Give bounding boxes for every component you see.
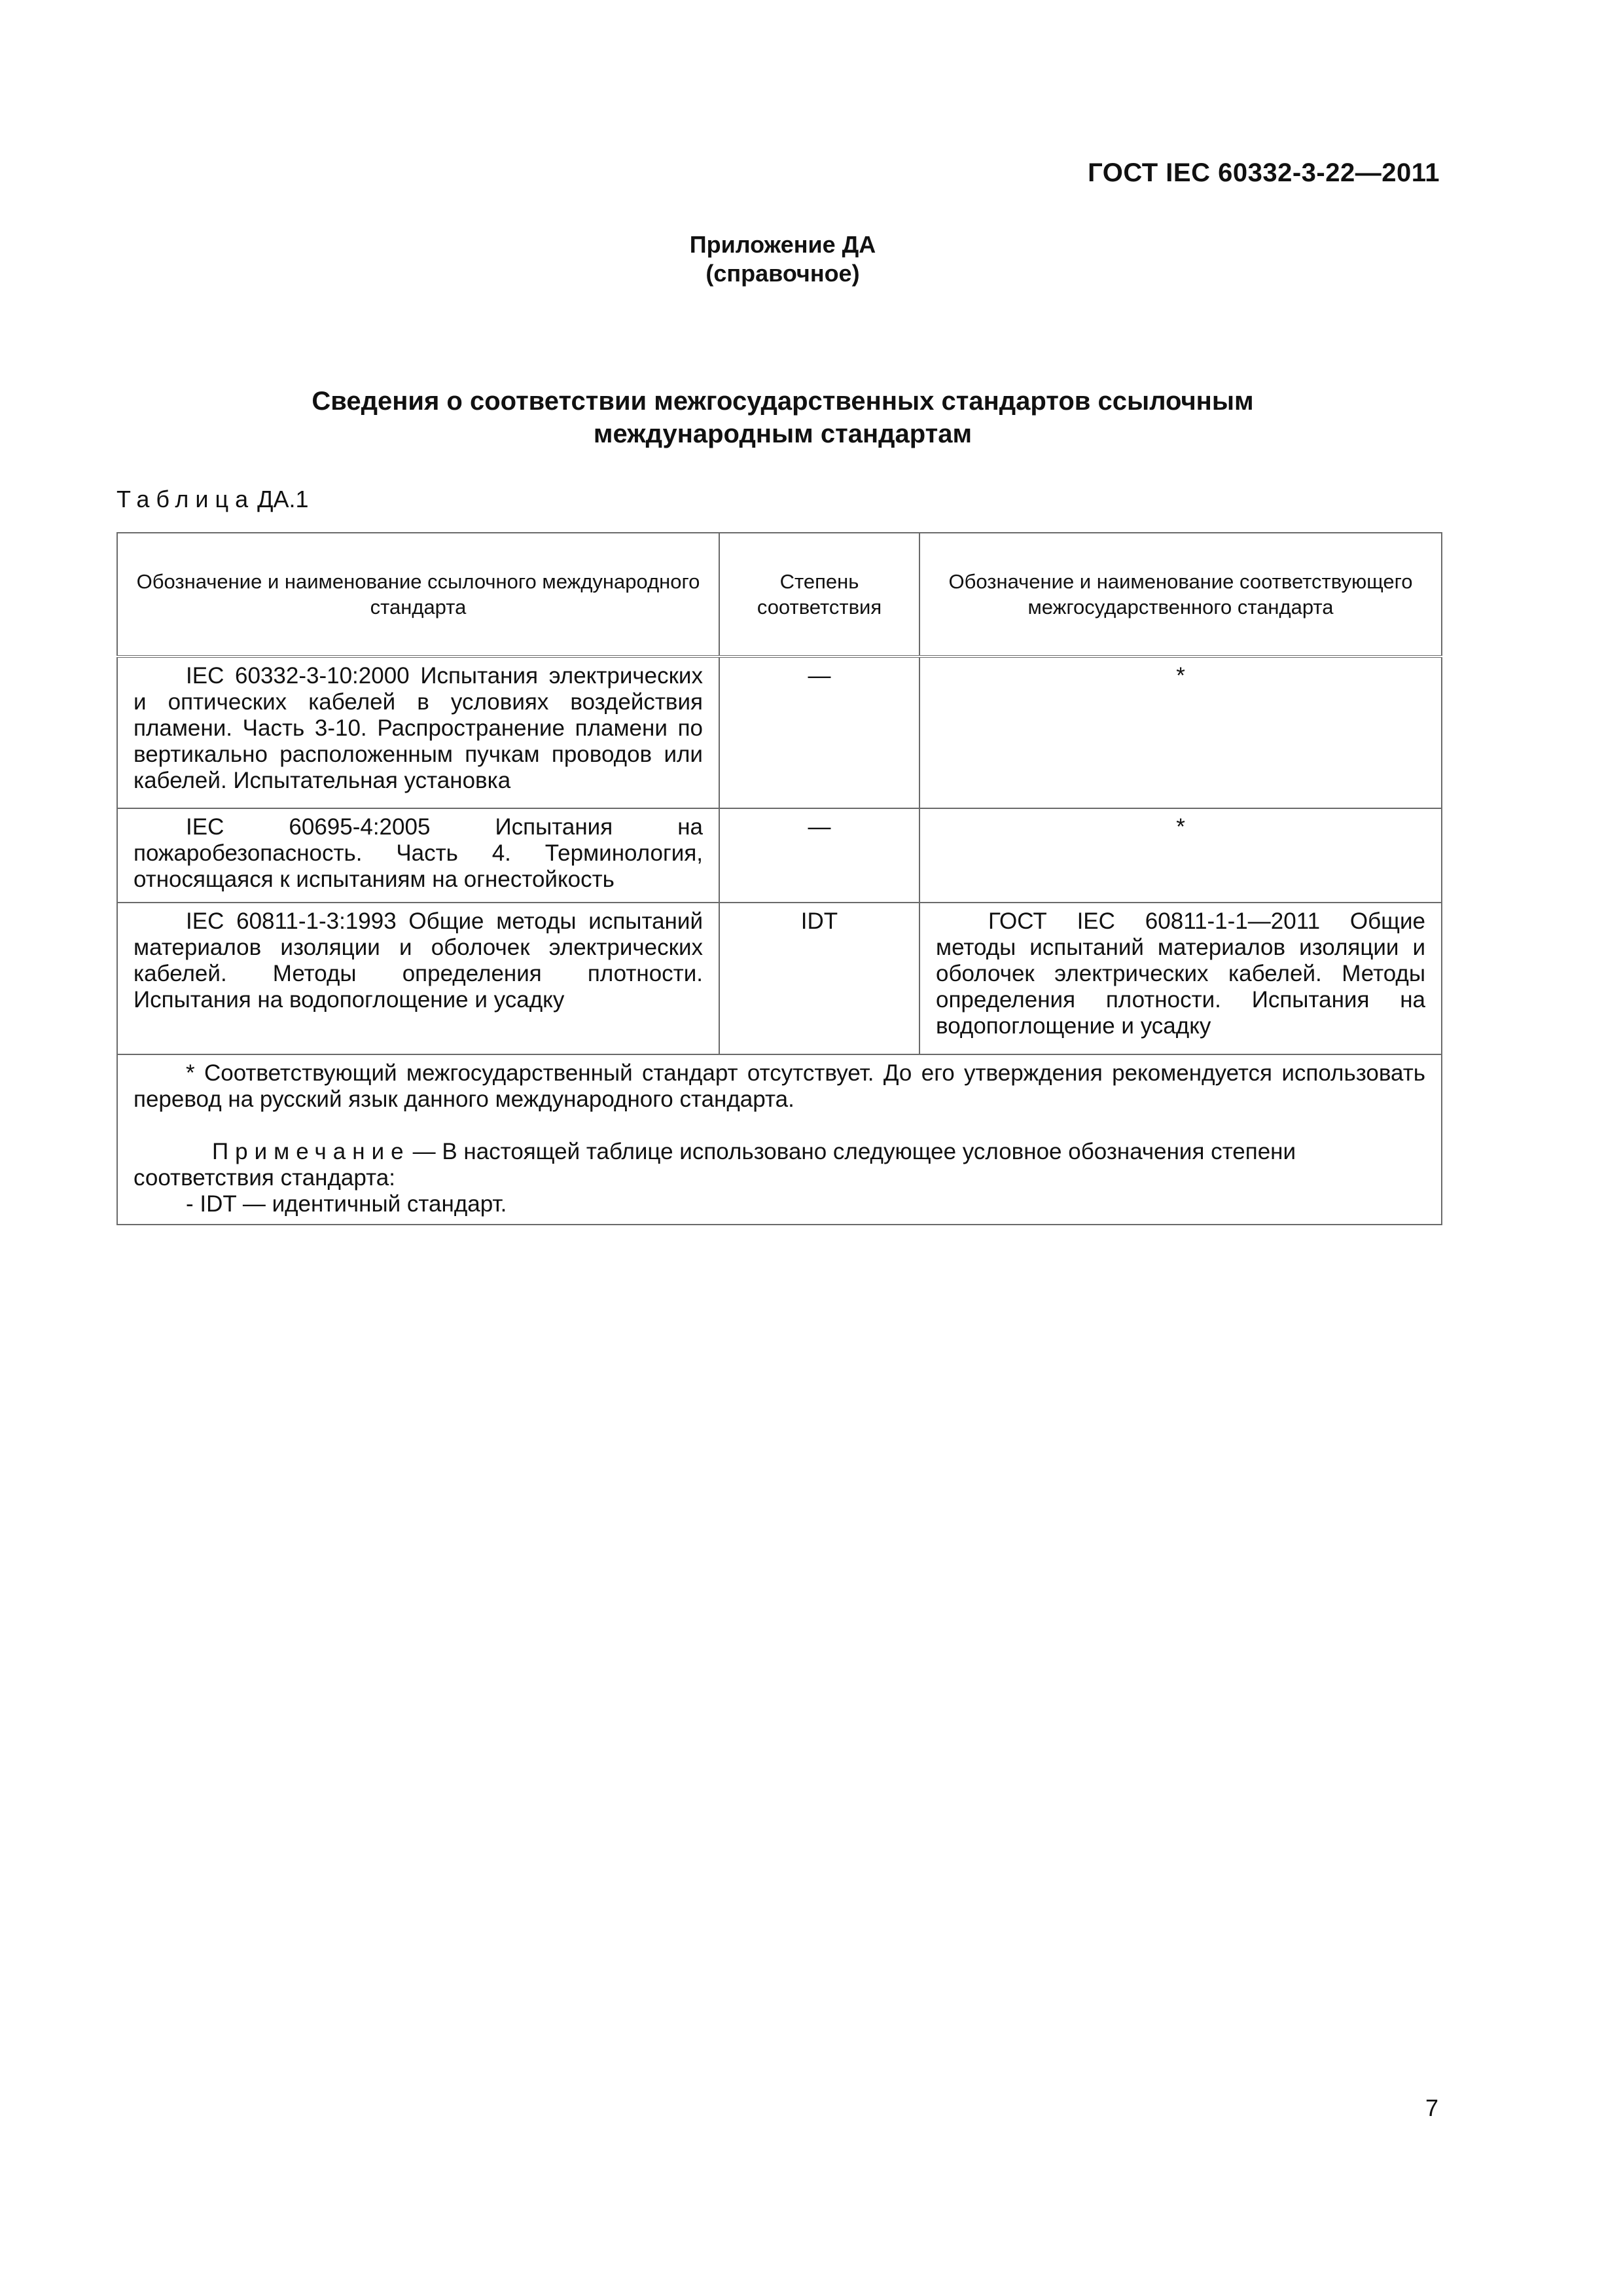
table-caption-word: Таблица — [116, 486, 255, 512]
correspondence-table — [116, 532, 1442, 1225]
table-row — [117, 903, 1442, 1054]
degree-cell: — — [719, 656, 919, 808]
footnote-text: * Соответствующий межгосударственный стандарт отсутствует. До его утверждения рекомендуется использовать перевод на русский язык данного международного стандарта. — [134, 1060, 1425, 1112]
table-caption — [116, 486, 309, 513]
appendix-label: Приложение ДА — [689, 231, 876, 258]
title-line-2: международным стандартам — [593, 420, 972, 448]
document-title — [0, 385, 1565, 450]
appendix-heading — [0, 230, 1565, 288]
header-reference-standard: Обозначение и наименование ссылочного международного стандарта — [117, 533, 719, 656]
note-item: - IDT — идентичный стандарт. — [186, 1191, 507, 1217]
table-row — [117, 808, 1442, 903]
title-line-1: Сведения о соответствии межгосударственных стандартов ссылочным — [312, 387, 1254, 416]
header-degree: Степень соответствия — [719, 533, 919, 656]
table-caption-number: ДА.1 — [257, 486, 309, 512]
table-row — [117, 656, 1442, 808]
interstate-standard-cell: * — [919, 808, 1442, 903]
degree-cell: — — [719, 808, 919, 903]
footnote-cell — [117, 1054, 1442, 1225]
table-header-row — [117, 533, 1442, 656]
degree-cell: IDT — [719, 903, 919, 1054]
header-interstate-standard: Обозначение и наименование соответствующего межгосударственного стандарта — [919, 533, 1442, 656]
reference-standard-cell: IEC 60695-4:2005 Испытания на пожаробезопасность. Часть 4. Терминология, относящаяся к испытаниям на огнестойкость — [117, 808, 719, 903]
interstate-standard-cell: * — [919, 656, 1442, 808]
page-number: 7 — [1425, 2094, 1439, 2121]
reference-standard-cell: IEC 60332-3-10:2000 Испытания электрических и оптических кабелей в условиях воздействия пламени. Часть 3-10. Распространение пламени по вертикально расположенным пучкам проводов или кабелей. Испытательная установка — [117, 656, 719, 808]
note-text: — В настоящей таблице использовано следующее условное обозначения степени соответствия стандарта: — [134, 1139, 1296, 1191]
standard-code: ГОСТ IEC 60332-3-22—2011 — [1088, 158, 1440, 187]
reference-standard-cell: IEC 60811-1-3:1993 Общие методы испытаний материалов изоляции и оболочек электрических кабелей. Методы определения плотности. Испытания на водопоглощение и усадку — [117, 903, 719, 1054]
appendix-kind: (справочное) — [705, 260, 860, 287]
interstate-standard-cell: ГОСТ IEC 60811-1-1—2011 Общие методы испытаний материалов изоляции и оболочек электрических кабелей. Методы определения плотности. Испытания на водопоглощение и усадку — [919, 903, 1442, 1054]
note-label: Примечание — [212, 1139, 410, 1164]
note-paragraph — [134, 1139, 1425, 1191]
table-footnote-row — [117, 1054, 1442, 1225]
